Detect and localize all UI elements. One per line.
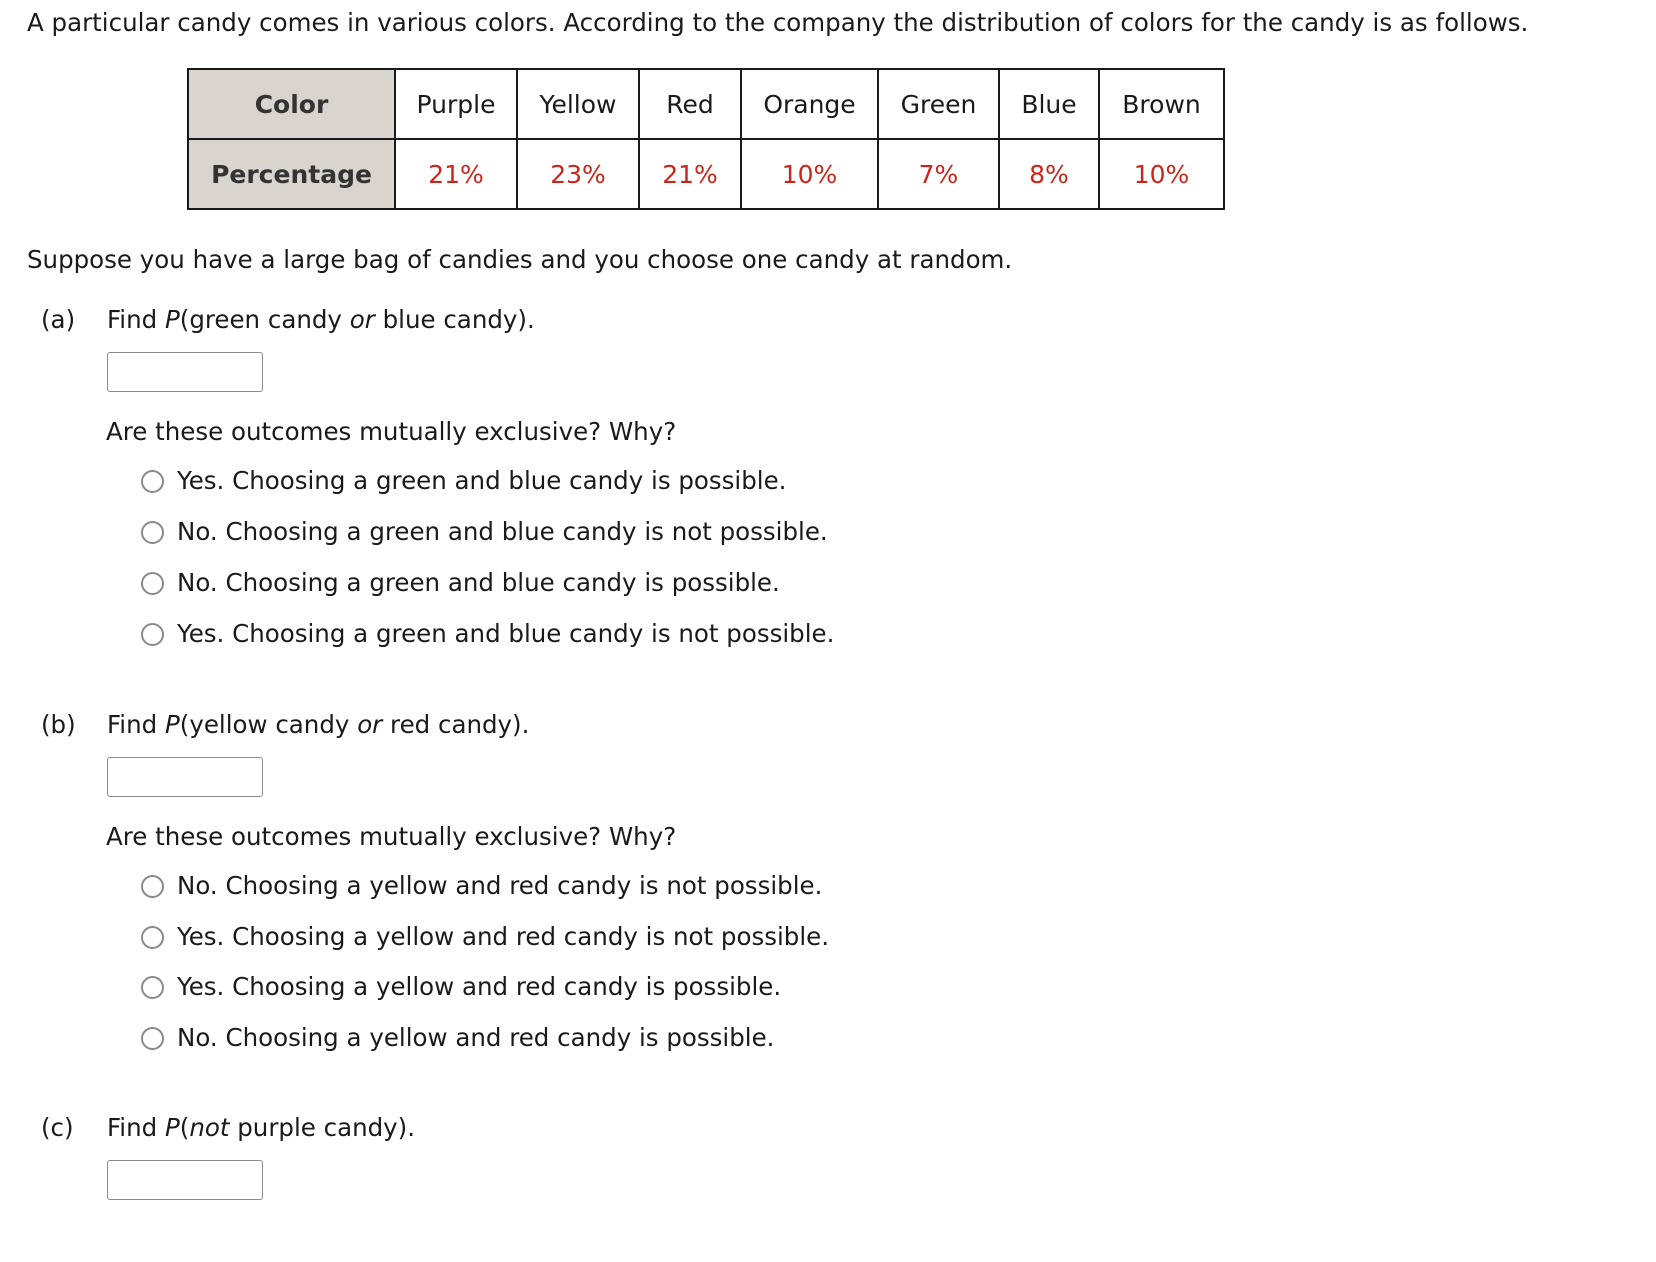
part-c-open: ( — [179, 1113, 190, 1142]
part-b-choice[interactable] — [141, 869, 822, 903]
choice-label: No. Choosing a yellow and red candy is possible. — [177, 1023, 775, 1052]
part-a-prompt — [41, 303, 535, 337]
color-distribution-table — [187, 68, 1225, 210]
radio-button[interactable] — [141, 926, 164, 949]
part-a-choice[interactable] — [141, 617, 834, 651]
percentage-cell: 7% — [878, 139, 999, 209]
part-a-label: (a) — [41, 305, 76, 334]
intro-text: A particular candy comes in various colors. According to the company the distribution of colors for the candy is as follows. — [27, 8, 1529, 37]
part-b-question: Are these outcomes mutually exclusive? Why? — [106, 822, 677, 851]
part-c-answer-input[interactable] — [107, 1160, 263, 1200]
suppose-text: Suppose you have a large bag of candies and you choose one candy at random. — [27, 245, 1013, 274]
radio-button[interactable] — [141, 572, 164, 595]
table-row — [188, 139, 1224, 209]
part-b-choice[interactable] — [141, 920, 829, 954]
part-a-choice[interactable] — [141, 566, 780, 600]
choice-label: Yes. Choosing a yellow and red candy is not possible. — [177, 922, 830, 951]
choice-label: No. Choosing a yellow and red candy is not possible. — [177, 871, 823, 900]
part-a-find: Find — [107, 305, 165, 334]
color-cell: Orange — [741, 69, 878, 139]
percentage-cell: 8% — [999, 139, 1099, 209]
color-cell: Green — [878, 69, 999, 139]
part-c-prompt — [41, 1111, 415, 1145]
radio-button[interactable] — [141, 1027, 164, 1050]
radio-button[interactable] — [141, 875, 164, 898]
percentage-cell: 10% — [1099, 139, 1224, 209]
table-row — [188, 69, 1224, 139]
part-a-choice[interactable] — [141, 515, 828, 549]
radio-button[interactable] — [141, 521, 164, 544]
color-cell: Brown — [1099, 69, 1224, 139]
percentage-cell: 21% — [395, 139, 517, 209]
part-a-answer-input[interactable] — [107, 352, 263, 392]
part-b-prompt — [41, 708, 529, 742]
radio-button[interactable] — [141, 976, 164, 999]
color-cell: Red — [639, 69, 741, 139]
percentage-cell: 21% — [639, 139, 741, 209]
part-a-choice[interactable] — [141, 464, 786, 498]
choice-label: No. Choosing a green and blue candy is not possible. — [177, 517, 828, 546]
part-b-choice[interactable] — [141, 1021, 774, 1055]
radio-button[interactable] — [141, 623, 164, 646]
row-header-color: Color — [188, 69, 395, 139]
part-b-choice[interactable] — [141, 970, 781, 1004]
part-a-close: blue candy). — [374, 305, 535, 334]
percentage-cell: 23% — [517, 139, 639, 209]
row-header-percentage: Percentage — [188, 139, 395, 209]
part-b-open: (yellow candy — [179, 710, 358, 739]
part-c-find: Find — [107, 1113, 165, 1142]
choice-label: Yes. Choosing a yellow and red candy is possible. — [177, 972, 782, 1001]
color-cell: Purple — [395, 69, 517, 139]
part-b-close: red candy). — [382, 710, 530, 739]
part-b-label: (b) — [41, 710, 76, 739]
part-b-find: Find — [107, 710, 165, 739]
part-c-close: purple candy). — [229, 1113, 416, 1142]
part-b-answer-input[interactable] — [107, 757, 263, 797]
percentage-cell: 10% — [741, 139, 878, 209]
part-a-open: (green candy — [179, 305, 350, 334]
part-c-p: P — [164, 1113, 180, 1142]
part-b-p: P — [164, 710, 180, 739]
choice-label: No. Choosing a green and blue candy is possible. — [177, 568, 780, 597]
part-c-label: (c) — [41, 1113, 74, 1142]
part-b-or: or — [357, 710, 383, 739]
color-cell: Yellow — [517, 69, 639, 139]
color-cell: Blue — [999, 69, 1099, 139]
choice-label: Yes. Choosing a green and blue candy is not possible. — [177, 619, 835, 648]
part-a-p: P — [164, 305, 180, 334]
part-a-or: or — [349, 305, 375, 334]
part-a-question: Are these outcomes mutually exclusive? Why? — [106, 417, 677, 446]
choice-label: Yes. Choosing a green and blue candy is possible. — [177, 466, 787, 495]
radio-button[interactable] — [141, 470, 164, 493]
part-c-not: not — [189, 1113, 230, 1142]
